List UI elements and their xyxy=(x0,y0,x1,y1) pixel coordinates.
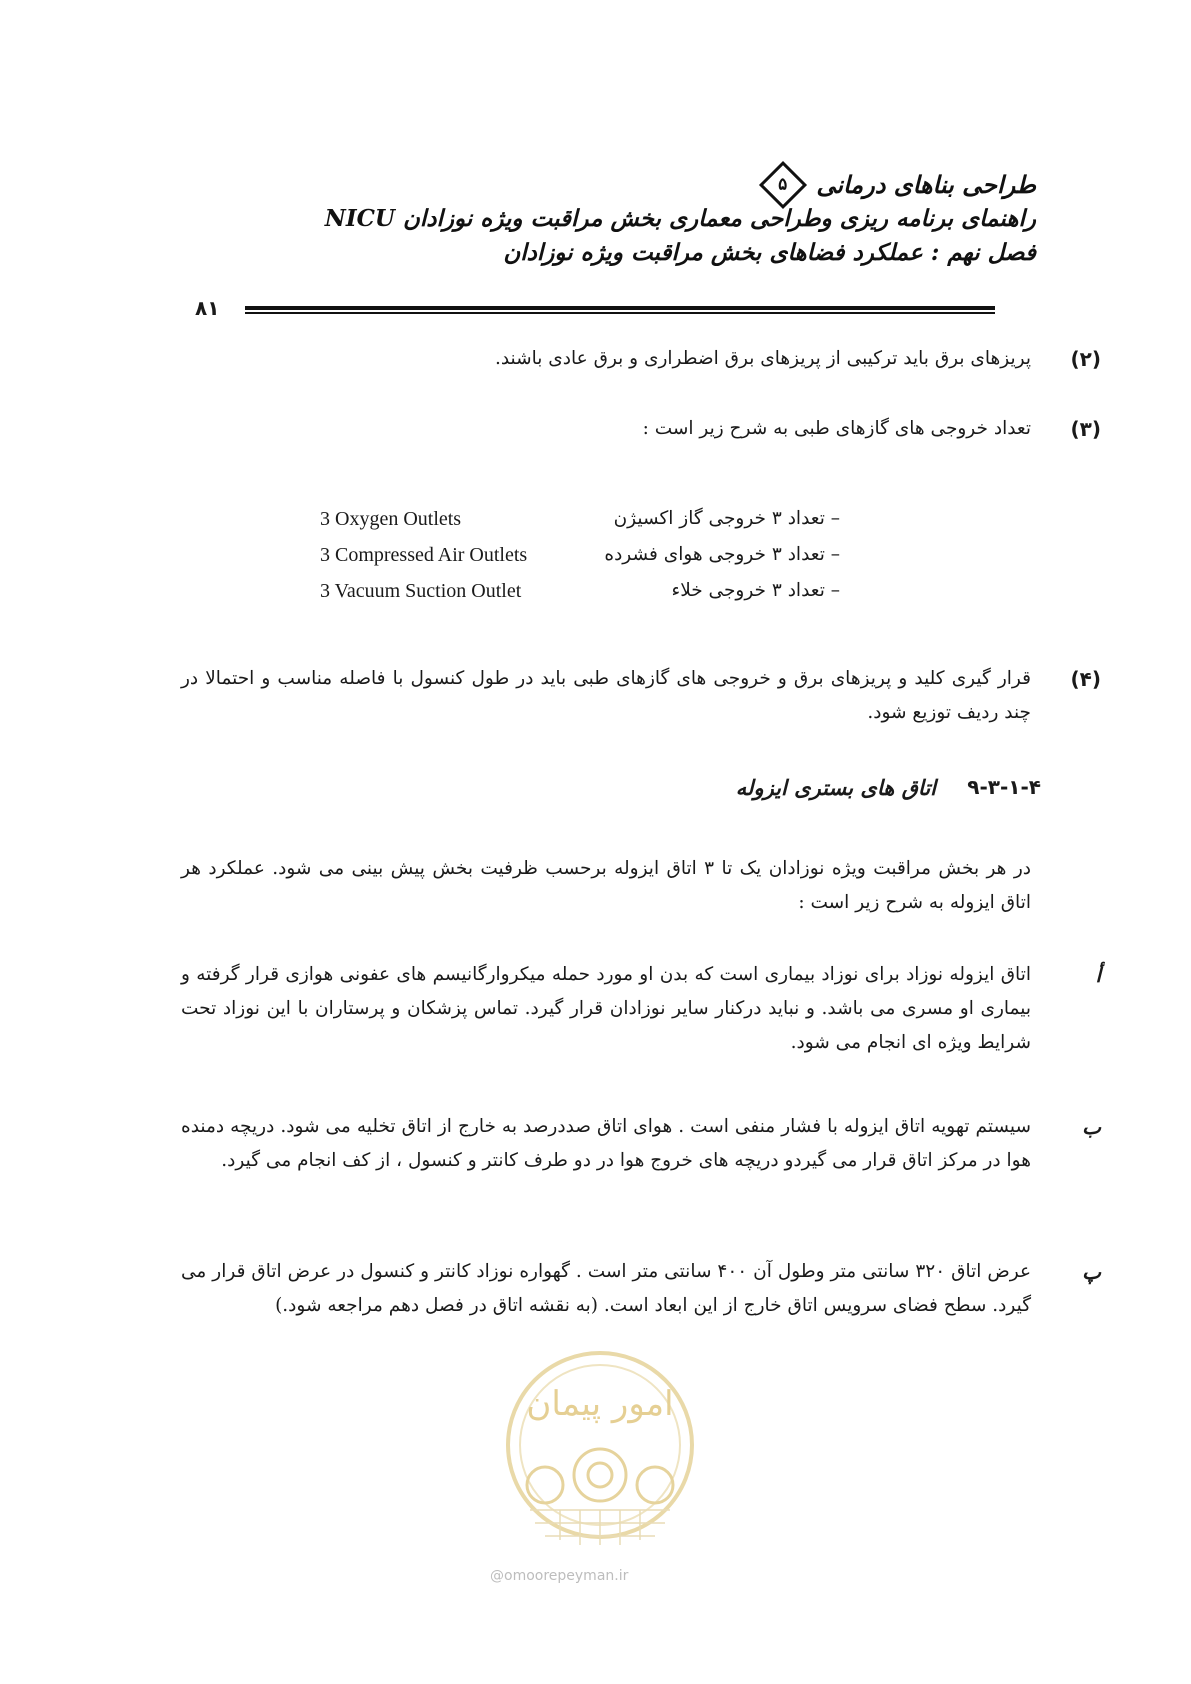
intro-paragraph xyxy=(181,852,1031,920)
section-number: ۹-۳-۱-۴ xyxy=(967,775,1041,799)
gas-fa: – تعداد ۳ خروجی خلاء xyxy=(671,580,840,601)
gas-en: 3 Compressed Air Outlets xyxy=(320,544,528,566)
gas-fa: – تعداد ۳ خروجی گاز اکسیژن xyxy=(613,508,840,529)
list-item xyxy=(181,1110,1101,1178)
watermark-site: @omoorepeyman.ir xyxy=(490,1568,629,1584)
item-number: (۲) xyxy=(1070,347,1101,371)
list-item xyxy=(181,662,1101,730)
guide-title: راهنمای برنامه ریزی وطراحی معماری بخش مراقبت ویژه نوزادان NICU xyxy=(324,205,1036,232)
divider-thick xyxy=(245,306,995,310)
item-text: قرار گیری کلید و پریزهای برق و خروجی های گازهای طبی باید در طول کنسول با فاصله مناسب و احتمالا در چند ردیف توزیع شود. xyxy=(181,668,1031,723)
watermark-logo-text: امور پیمان xyxy=(526,1384,674,1424)
list-item xyxy=(181,412,1101,446)
item-text: تعداد خروجی های گازهای طبی به شرح زیر است : xyxy=(642,418,1031,439)
section-heading xyxy=(181,775,1041,811)
gas-en: 3 Oxygen Outlets xyxy=(320,508,462,530)
book-title-text: طراحی بناهای درمانی xyxy=(816,170,1036,199)
list-item xyxy=(181,958,1101,1060)
gas-en: 3 Vacuum Suction Outlet xyxy=(320,580,522,602)
item-text: اتاق ایزوله نوزاد برای نوزاد بیماری است که بدن او مورد حمله میکروارگانیسم های عفونی هوازی قرار گرفته و بیماری او مسری می باشد. و نباید درکنار سایر نوزادان قرار گیرد. تماس پزشکان و پرستاران با این نوزاد تحت شرایط ویژه ای انجام می شود. xyxy=(181,964,1031,1053)
gas-outlets-list xyxy=(320,508,840,616)
item-letter: ب xyxy=(1082,1115,1101,1139)
item-text: پریزهای برق باید ترکیبی از پریزهای برق اضطراری و برق عادی باشند. xyxy=(494,348,1031,369)
intro-text: در هر بخش مراقبت ویژه نوزادان یک تا ۳ اتاق ایزوله برحسب ظرفیت بخش پیش بینی می شود. عملکرد هر اتاق ایزوله به شرح زیر است : xyxy=(181,858,1031,913)
section-title: اتاق های بستری ایزوله xyxy=(735,775,936,800)
list-item xyxy=(181,1255,1101,1323)
item-letter: پ xyxy=(1082,1260,1101,1284)
item-number: (۴) xyxy=(1070,667,1101,691)
gas-row xyxy=(320,544,840,580)
gas-row xyxy=(320,580,840,616)
list-item xyxy=(181,342,1101,376)
item-text: سیستم تهویه اتاق ایزوله با فشار منفی است . هوای اتاق صددرصد به خارج از اتاق تخلیه می شود. دریچه دمنده هوا در مرکز اتاق قرار می گیردو دریچه های خروج هوا در دو طرف کانتر و کنسول ، از کف انجام می گیرد. xyxy=(181,1116,1031,1171)
divider-thin xyxy=(245,312,995,314)
gas-row xyxy=(320,508,840,544)
item-text: عرض اتاق ۳۲۰ سانتی متر وطول آن ۴۰۰ سانتی متر است . گهواره نوزاد کانتر و کنسول در عرض اتاق قرار می گیرد. سطح فضای سرویس اتاق خارج از این ابعاد است. (به نقشه اتاق در فصل دهم مراجعه شود.) xyxy=(181,1261,1031,1316)
volume-number: ۵ xyxy=(778,175,788,196)
book-title xyxy=(176,168,1036,202)
page-header xyxy=(176,168,1036,270)
item-number: (۳) xyxy=(1070,417,1101,441)
header-rule xyxy=(195,296,995,320)
page-number: ۸۱ xyxy=(195,296,220,320)
item-letter: أ xyxy=(1095,963,1101,987)
chapter-title: فصل نهم : عملکرد فضاهای بخش مراقبت ویژه نوزادان xyxy=(503,239,1036,266)
gas-fa: – تعداد ۳ خروجی هوای فشرده xyxy=(604,544,840,565)
watermark-logo-icon xyxy=(500,1345,700,1575)
